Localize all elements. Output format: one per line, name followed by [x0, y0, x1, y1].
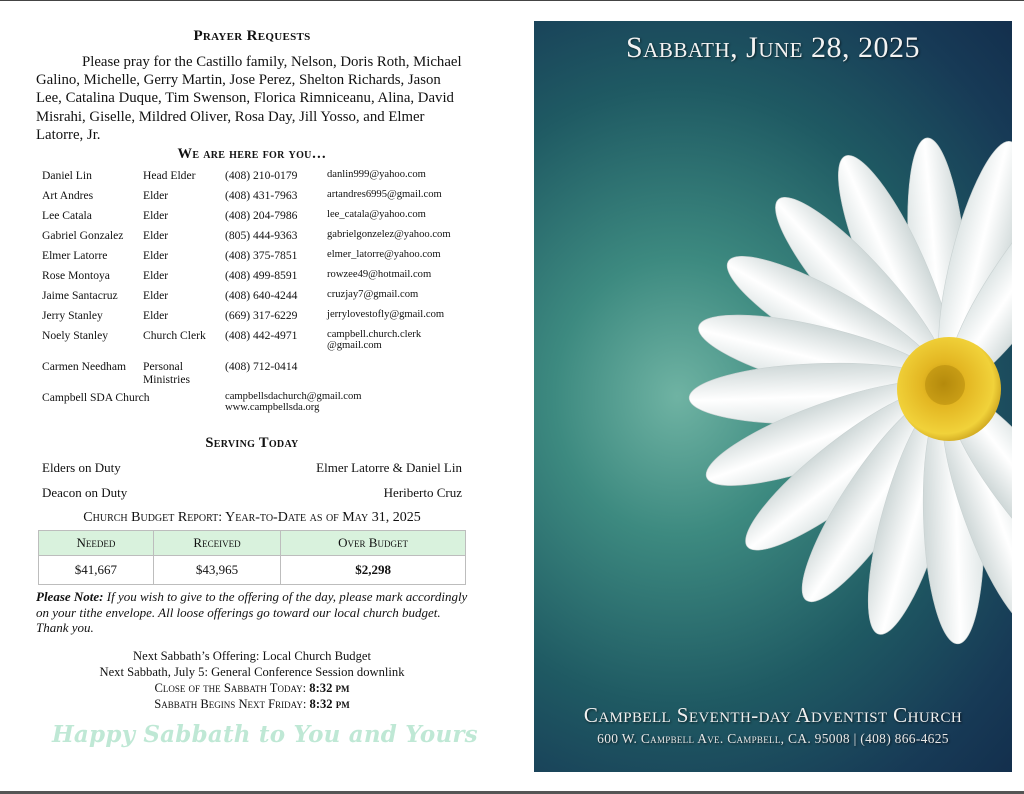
budget-received-value: $43,965: [153, 556, 280, 585]
contact-name: Lee Catala: [42, 209, 92, 223]
contact-phone: (408) 499-8591: [225, 269, 298, 283]
contact-phone: (408) 431-7963: [225, 189, 298, 203]
page-top-border: [0, 0, 1024, 1]
church-website: www.campbellsda.org: [225, 402, 320, 414]
contact-email: rowzee49@hotmail.com: [327, 269, 432, 281]
contact-phone: (408) 442-4971: [225, 329, 298, 343]
contact-phone: (669) 317-6229: [225, 309, 298, 323]
contact-role: [143, 360, 225, 391]
elders-on-duty-label: Elders on Duty: [42, 460, 121, 476]
contacts-table: [36, 169, 476, 425]
contact-email: danlin999@yahoo.com: [327, 169, 426, 181]
table-row: [36, 360, 476, 391]
offering-note: [36, 589, 468, 636]
contact-email-line2: @gmail.com: [327, 340, 382, 352]
close-of-sabbath: [36, 680, 468, 696]
table-row: [36, 309, 476, 329]
bulletin-inner-page: [36, 28, 468, 712]
close-of-sabbath-time: 8:32 pm: [309, 680, 350, 695]
contact-name: Elmer Latorre: [42, 249, 108, 263]
deacon-on-duty-row: [42, 485, 462, 501]
church-contact: [225, 391, 476, 425]
contact-name: Daniel Lin: [42, 169, 92, 183]
deacon-on-duty-value: Heriberto Cruz: [383, 485, 462, 501]
contact-role-line1: Personal: [143, 360, 183, 374]
contact-email: lee_catala@yahoo.com: [327, 209, 426, 221]
next-downlink: Next Sabbath, July 5: General Conference Session downlink: [99, 664, 405, 679]
contact-role: Elder: [143, 309, 169, 323]
contact-email: jerrylovestofly@gmail.com: [327, 309, 445, 321]
table-row: [36, 329, 476, 360]
budget-header-received: Received: [153, 531, 280, 556]
contact-name: Gabriel Gonzalez: [42, 229, 124, 243]
contact-role: Elder: [143, 229, 169, 243]
elders-on-duty-value: Elmer Latorre & Daniel Lin: [316, 460, 462, 476]
contact-role: Church Clerk: [143, 329, 206, 343]
deacon-on-duty-label: Deacon on Duty: [42, 485, 128, 501]
sabbath-begins-time: 8:32 pm: [309, 697, 350, 712]
contact-name: Rose Montoya: [42, 269, 110, 283]
table-row: [36, 289, 476, 309]
contact-name: Jerry Stanley: [42, 309, 103, 323]
table-row: [36, 391, 476, 425]
next-sabbath-info: [36, 648, 468, 713]
contacts-title: We are here for you…: [177, 146, 327, 163]
daisy-flower-image: [534, 21, 1012, 772]
contact-phone: (408) 375-7851: [225, 249, 298, 263]
cover-church-address: 600 W. Campbell Ave. Campbell, CA. 95008 | (408) 866-4625: [597, 731, 949, 746]
contact-phone: (805) 444-9363: [225, 229, 298, 243]
prayer-requests-title: Prayer Requests: [193, 28, 311, 44]
contact-name: Art Andres: [42, 189, 94, 203]
contact-phone: (408) 210-0179: [225, 169, 298, 183]
contact-name: Carmen Needham: [42, 360, 127, 374]
happy-sabbath-message: Happy Sabbath to You and Yours: [52, 721, 478, 748]
table-row: [36, 209, 476, 229]
next-offering: Next Sabbath’s Offering: Local Church Budget: [133, 648, 371, 663]
offering-note-text: If you wish to give to the offering of the day, please mark accordingly on your tithe envelope. All loose offerings go toward our local church budget. Thank you.: [36, 589, 468, 636]
contact-phone: (408) 204-7986: [225, 209, 298, 223]
contact-role: Elder: [143, 189, 169, 203]
contact-role: Elder: [143, 289, 169, 303]
contact-email: cruzjay7@gmail.com: [327, 289, 419, 301]
church-name: Campbell SDA Church: [42, 391, 150, 405]
table-row: [36, 169, 476, 189]
contact-phone: (408) 712-0414: [225, 360, 298, 374]
budget-report-title: Church Budget Report: Year-to-Date as of May 31, 2025: [83, 510, 421, 526]
contact-email: artandres6995@gmail.com: [327, 189, 442, 201]
table-row: [36, 229, 476, 249]
budget-header-needed: Needed: [39, 531, 154, 556]
offering-note-label: Please Note:: [36, 589, 104, 605]
contact-email-line1: campbell.church.clerk: [327, 329, 422, 341]
serving-today-title: Serving Today: [205, 435, 299, 452]
cover-date-title: Sabbath, June 28, 2025: [625, 31, 921, 64]
cover-church-name: Campbell Seventh-day Adventist Church: [583, 703, 963, 727]
contact-role: Head Elder: [143, 169, 196, 183]
table-row: [36, 249, 476, 269]
contact-name: Jaime Santacruz: [42, 289, 118, 303]
budget-header-over-budget: Over Budget: [281, 531, 466, 556]
budget-value-row: [39, 556, 466, 585]
contact-role: Elder: [143, 209, 169, 223]
contact-phone: (408) 640-4244: [225, 289, 298, 303]
table-row: [36, 269, 476, 289]
close-of-sabbath-label: Close of the Sabbath Today:: [154, 680, 310, 695]
contact-email: [327, 360, 476, 391]
contact-role-line2: Ministries: [143, 373, 191, 387]
contact-role: Elder: [143, 249, 169, 263]
budget-header-row: [39, 531, 466, 556]
budget-table: [38, 530, 466, 585]
contact-email: gabrielgonzelez@yahoo.com: [327, 229, 451, 241]
bulletin-cover: [534, 21, 1012, 772]
contact-role: Elder: [143, 269, 169, 283]
prayer-requests-body: Please pray for the Castillo family, Nelson, Doris Roth, Michael Galino, Michelle, Gerry Martin, Jose Perez, Shelton Richards, Jason Lee, Catalina Duque, Tim Swenson, Florica Rimniceanu, Alina, David Misrahi, Giselle, Mildred Oliver, Rosa Day, Jill Yosso, and Elmer Latorre, Jr.: [36, 54, 462, 143]
contact-email: [327, 329, 476, 360]
sabbath-begins: [36, 696, 468, 712]
church-email: campbellsdachurch@gmail.com: [225, 391, 362, 403]
budget-over-value: $2,298: [281, 556, 466, 585]
sabbath-begins-label: Sabbath Begins Next Friday:: [154, 697, 310, 712]
contact-name: Noely Stanley: [42, 329, 109, 343]
budget-needed-value: $41,667: [39, 556, 154, 585]
table-row: [36, 189, 476, 209]
contact-email: elmer_latorre@yahoo.com: [327, 249, 441, 261]
elders-on-duty-row: [42, 460, 462, 476]
